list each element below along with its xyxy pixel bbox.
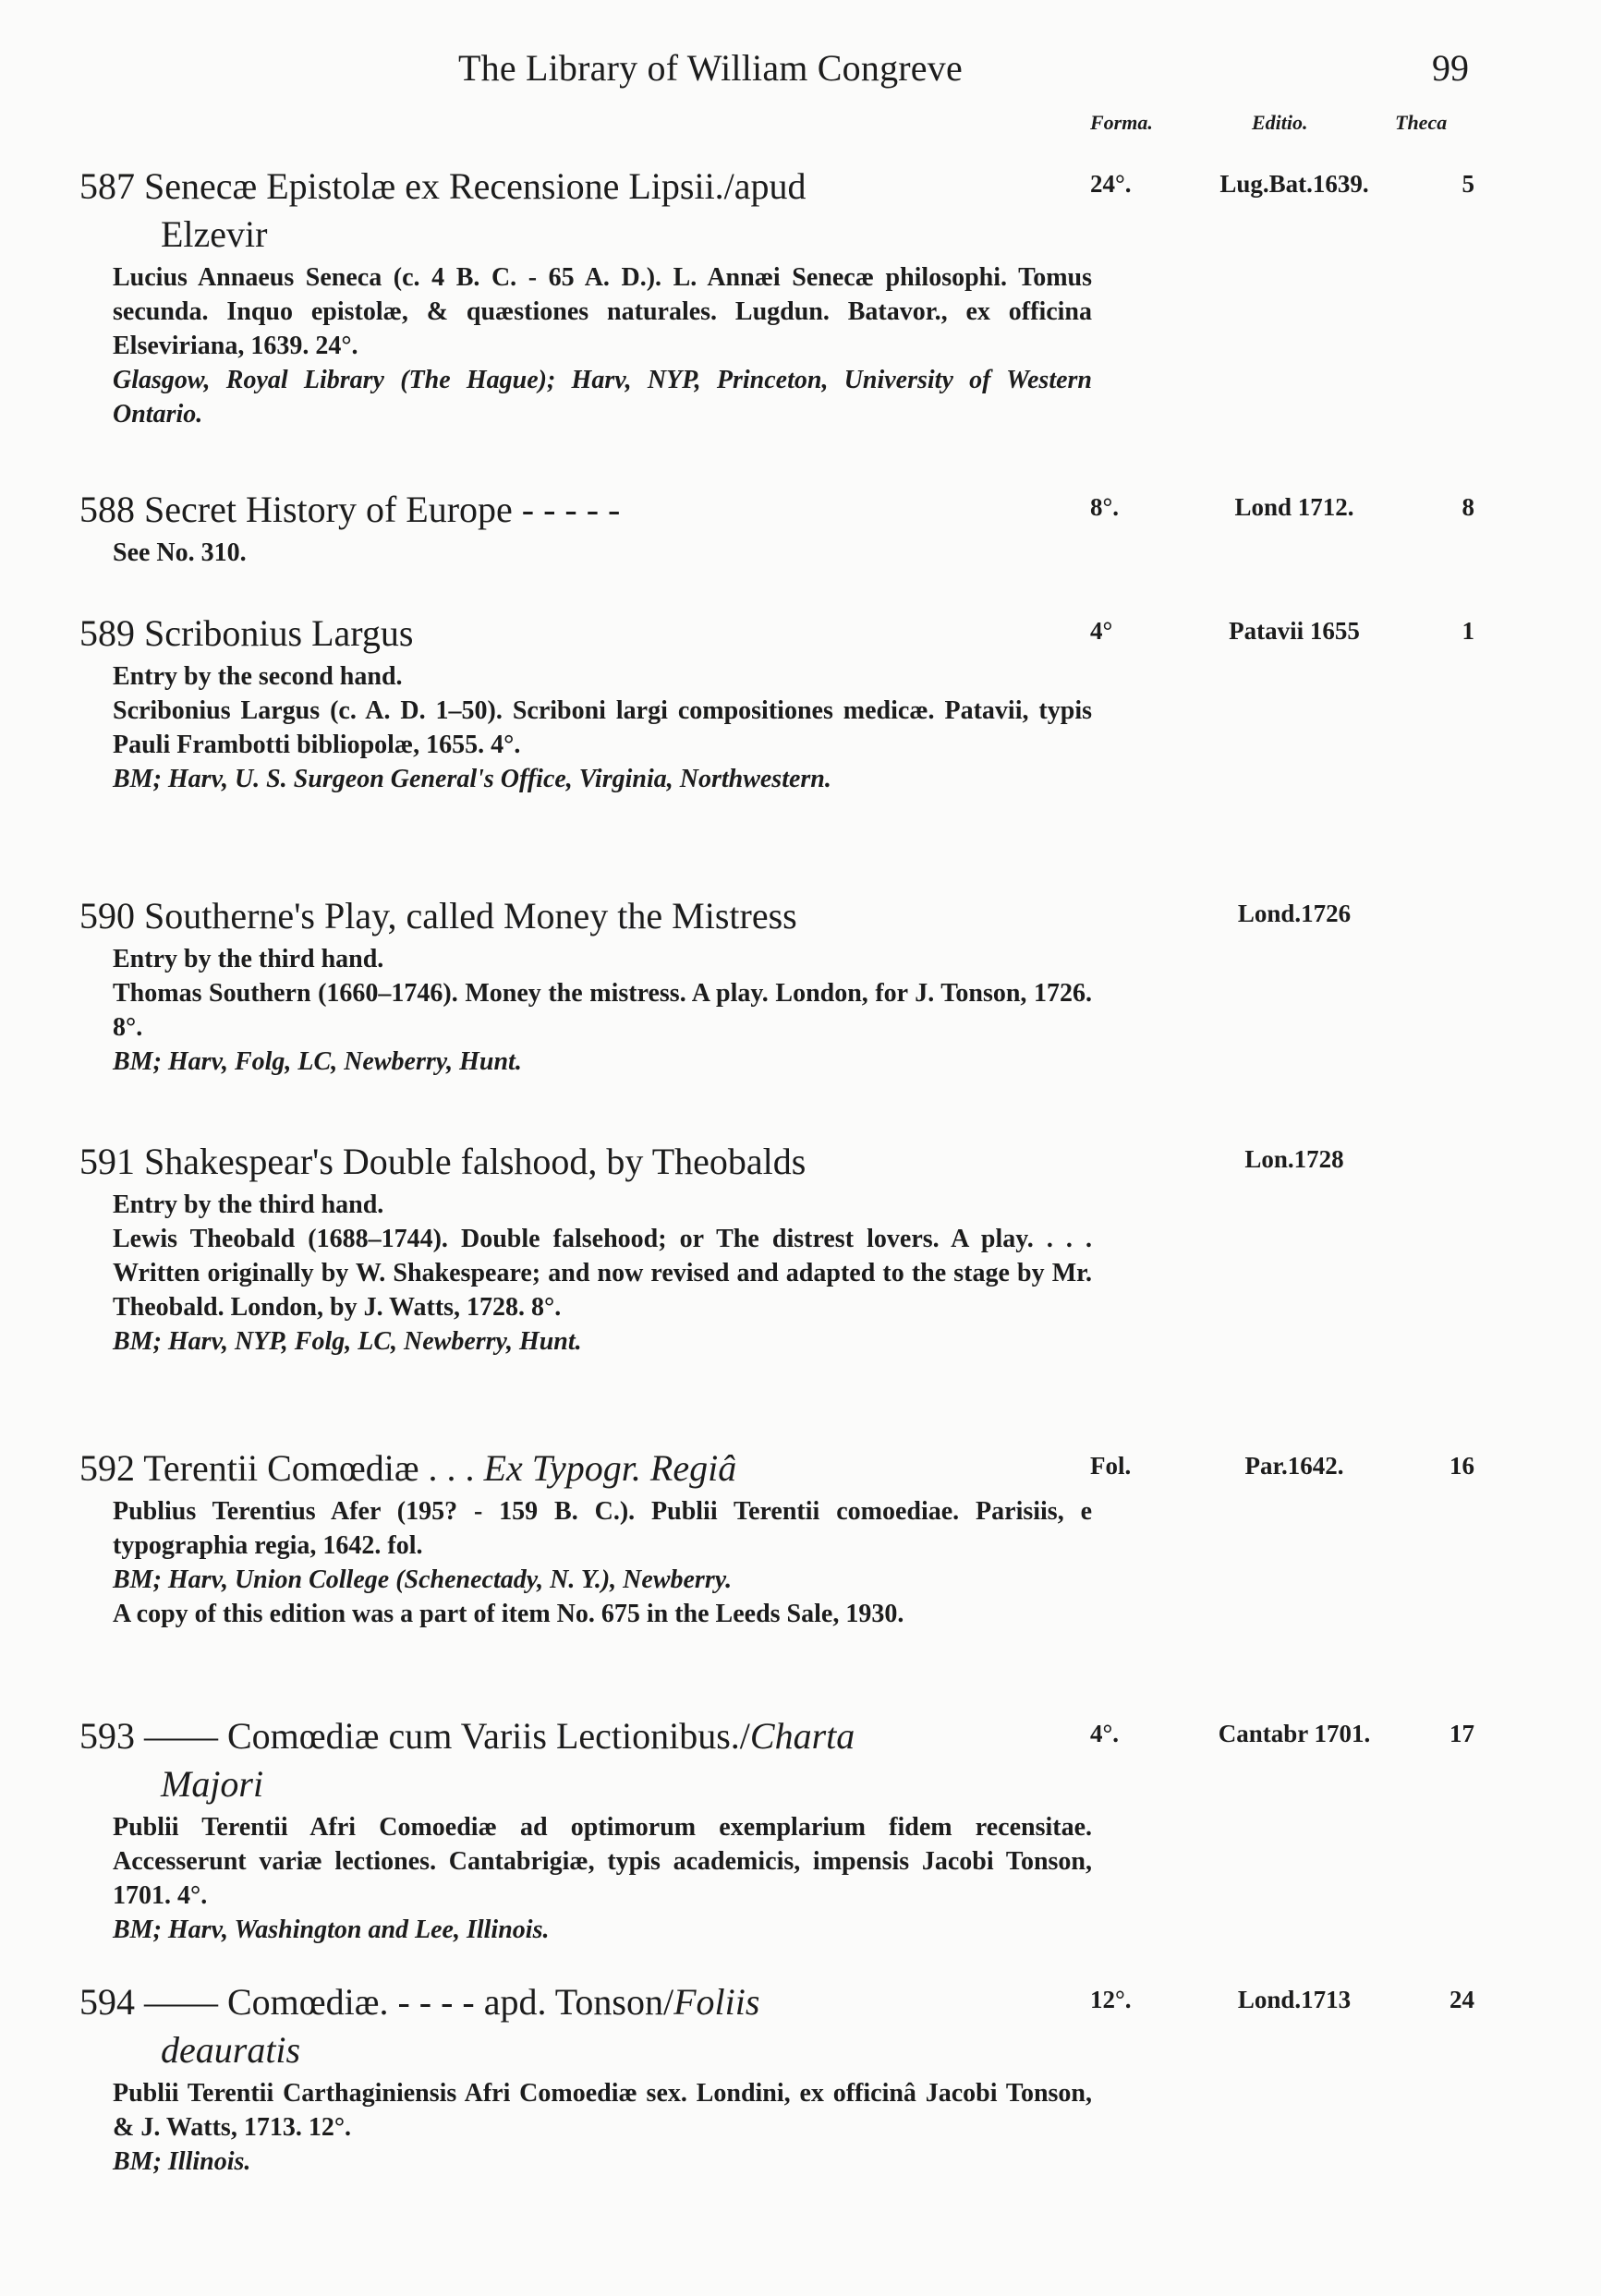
entry-editio: Lug.Bat.1639. xyxy=(1219,170,1369,198)
entry-title-italic: Foliis xyxy=(673,1981,760,2023)
entry-description: Publii Terentii Afri Comoediæ ad optimorum exemplarium fidem recensitae. Accesserunt variæ lectiones. Cantabrigiæ, typis academicis, impensis Jacobi Tonson, 1701. 4°. xyxy=(113,1813,1092,1910)
entry-theca: 16 xyxy=(1449,1452,1474,1480)
entry-title: 588 Secret History of Europe - - - - - xyxy=(79,489,621,530)
running-title: The Library of William Congreve xyxy=(458,47,963,89)
entry-editio: Lond 1712. xyxy=(1234,493,1354,521)
entry-title-italic: Charta xyxy=(749,1715,855,1757)
entry-heading xyxy=(79,163,1049,259)
entry-body xyxy=(113,260,1092,431)
catalogue-entry-592 xyxy=(79,1444,1474,1631)
entry-title: 592 Terentii Comœdiæ . . . xyxy=(79,1447,475,1489)
entry-holdings: BM; Illinois. xyxy=(113,2147,251,2176)
entry-heading xyxy=(79,1712,1049,1808)
entry-title: 587 Senecæ Epistolæ ex Recensione Lipsii./apud xyxy=(79,165,807,207)
entry-body xyxy=(113,1188,1092,1359)
catalogue-entry-594 xyxy=(79,1978,1474,2179)
entry-title-continuation: deauratis xyxy=(161,2029,301,2071)
entry-forma: 8°. xyxy=(1090,493,1120,521)
entry-title: 594 —— Comœdiæ. - - - - apd. Tonson/ xyxy=(79,1981,674,2023)
catalogue-entry-591 xyxy=(79,1138,1474,1359)
entry-holdings: Glasgow, Royal Library (The Hague); Harv, NYP, Princeton, University of Western Ontario. xyxy=(113,366,1092,429)
entry-description: Thomas Southern (1660–1746). Money the mistress. A play. London, for J. Tonson, 1726. 8°. xyxy=(113,979,1092,1042)
catalogue-entry-587 xyxy=(79,163,1474,431)
entry-heading xyxy=(79,892,1049,940)
column-heading-forma: Forma. xyxy=(1090,111,1153,134)
page-number: 99 xyxy=(1432,47,1469,89)
entry-theca: 1 xyxy=(1462,617,1474,645)
entry-title-italic: Ex Typogr. Regiâ xyxy=(483,1447,737,1489)
entry-holdings: BM; Harv, U. S. Surgeon General's Office, Virginia, Northwestern. xyxy=(113,765,831,793)
entry-heading xyxy=(79,610,1049,658)
column-heading-theca: Theca xyxy=(1395,111,1448,134)
entry-holdings: BM; Harv, Folg, LC, Newberry, Hunt. xyxy=(113,1047,522,1076)
entry-body xyxy=(113,659,1092,796)
entry-description: Lucius Annaeus Seneca (c. 4 B. C. - 65 A. D.). L. Annæi Senecæ philosophi. Tomus secunda. Inquo epistolæ, & quæstiones naturales. Lugdun. Batavor., ex officina Elseviriana, 1639. 24°. xyxy=(113,263,1092,360)
entry-editio: Lond.1713 xyxy=(1237,1986,1352,2013)
entry-theca: 24 xyxy=(1449,1986,1474,2013)
entry-holdings: BM; Harv, NYP, Folg, LC, Newberry, Hunt. xyxy=(113,1327,582,1356)
entry-title: 593 —— Comœdiæ cum Variis Lectionibus./ xyxy=(79,1715,750,1757)
entry-description: Scribonius Largus (c. A. D. 1–50). Scriboni largi compositiones medicæ. Patavii, typis Pauli Frambotti bibliopolæ, 1655. 4°. xyxy=(113,696,1092,759)
entry-heading xyxy=(79,486,1049,534)
entry-editio: Lond.1726 xyxy=(1237,900,1352,927)
entry-forma: Fol. xyxy=(1090,1452,1132,1480)
entry-editio: Lon.1728 xyxy=(1244,1145,1344,1173)
entry-heading xyxy=(79,1138,1049,1186)
entry-body xyxy=(113,1494,1092,1631)
entry-title-continuation: Elzevir xyxy=(161,213,268,255)
entry-title: 590 Southerne's Play, called Money the Mistress xyxy=(79,895,797,937)
entry-description: Publii Terentii Carthaginiensis Afri Comoediæ sex. Londini, ex officinâ Jacobi Tonson, & J. Watts, 1713. 12°. xyxy=(113,2079,1092,2142)
entry-heading xyxy=(79,1978,1049,2074)
entry-body xyxy=(113,536,1092,570)
catalogue-entry-590 xyxy=(79,892,1474,1079)
entry-editio: Patavii 1655 xyxy=(1229,617,1360,645)
entry-body xyxy=(113,1810,1092,1947)
entry-title-continuation: Majori xyxy=(161,1763,264,1805)
entry-heading xyxy=(79,1444,1049,1492)
entry-title: 589 Scribonius Largus xyxy=(79,612,414,654)
column-heading-editio: Editio. xyxy=(1252,111,1308,134)
catalogue-entry-589 xyxy=(79,610,1474,796)
catalogue-entry-588 xyxy=(79,486,1474,570)
entry-theca: 17 xyxy=(1449,1720,1474,1747)
entry-hand-note: Entry by the third hand. xyxy=(113,945,384,973)
entry-forma: 24°. xyxy=(1090,170,1132,198)
entry-description: Publius Terentius Afer (195? - 159 B. C.). Publii Terentii comoediae. Parisiis, e typographia regia, 1642. fol. xyxy=(113,1497,1092,1560)
entry-note: A copy of this edition was a part of item No. 675 in the Leeds Sale, 1930. xyxy=(113,1600,904,1628)
entry-forma: 4° xyxy=(1090,617,1113,645)
entry-forma: 12°. xyxy=(1090,1986,1132,2013)
entry-hand-note: Entry by the third hand. xyxy=(113,1190,384,1219)
entry-description: Lewis Theobald (1688–1744). Double falsehood; or The distrest lovers. A play. . . . Written originally by W. Shakespeare; and now revised and adapted to the stage by Mr. Theobald. London, by J. Watts, 1728. 8°. xyxy=(113,1225,1092,1322)
entry-theca: 5 xyxy=(1462,170,1474,198)
entry-holdings: BM; Harv, Washington and Lee, Illinois. xyxy=(113,1915,550,1944)
catalogue-entry-593 xyxy=(79,1712,1474,1947)
entry-title: 591 Shakespear's Double falshood, by Theobalds xyxy=(79,1141,807,1182)
entry-editio: Par.1642. xyxy=(1244,1452,1344,1480)
entry-body xyxy=(113,2076,1092,2179)
entry-body xyxy=(113,942,1092,1079)
entry-editio: Cantabr 1701. xyxy=(1218,1720,1371,1747)
entry-holdings: BM; Harv, Union College (Schenectady, N. Y.), Newberry. xyxy=(113,1565,733,1594)
entry-cross-reference: See No. 310. xyxy=(113,538,247,567)
entry-hand-note: Entry by the second hand. xyxy=(113,662,403,691)
entry-forma: 4°. xyxy=(1090,1720,1120,1747)
entry-theca: 8 xyxy=(1462,493,1474,521)
